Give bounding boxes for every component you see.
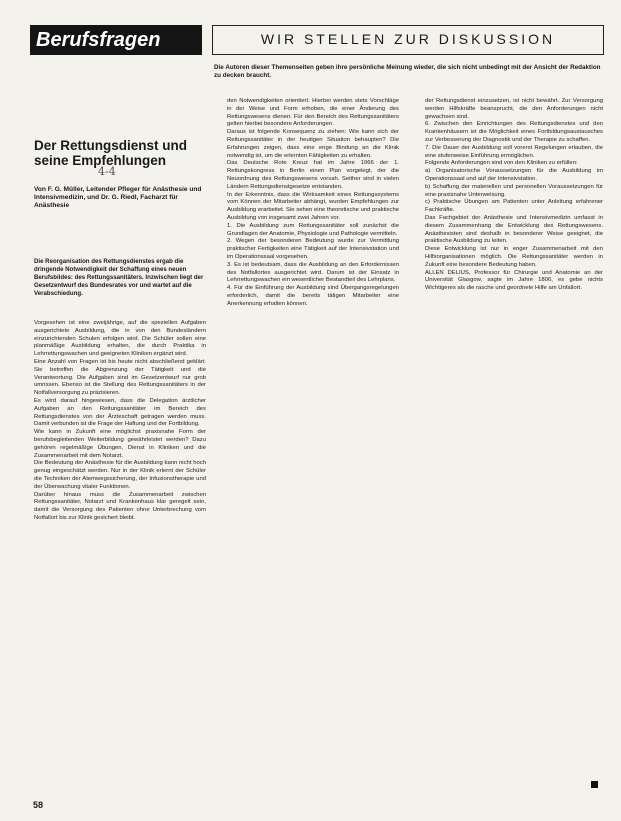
paragraph: 7. Die Dauer der Ausbildung soll vorerst Regelungen erlauben, die eine stufenweise Einführung ermöglichen.	[425, 144, 603, 159]
paragraph: Eine Anzahl von Fragen ist bis heute nicht abschließend geklärt. Sie betreffen die Abgrenzung der Tätigkeit und die Verantwortung. Die Aufgaben sind im Gesetzentwurf nur grob umrissen. Ebenso ist die Stellung des Rettungssanitäters in der Notfallversorgung zu präzisieren.	[34, 358, 206, 397]
topic-header: WIR STELLEN ZUR DISKUSSION	[212, 25, 604, 55]
article-title: Der Rettungsdienst und seine Empfehlungen	[34, 138, 188, 168]
body-column-2	[227, 98, 399, 806]
paragraph: Darüber hinaus muss die Zusammenarbeit zwischen Rettungssanitäter, Notarzt und Krankenhaus klar geregelt sein, damit die Versorgung des Patienten ohne Unterbrechung vom Notfallort bis zur Klinik gesichert bleibt.	[34, 491, 206, 521]
paragraph: 1. Die Ausbildung zum Rettungssanitäter soll zunächst die Grundlagen der Anatomie, Physiologie und Pathologie vermitteln.	[227, 222, 399, 237]
paragraph: Vorgesehen ist eine zweijährige, auf die speziellen Aufgaben ausgerichtete Ausbildung, die in von den Bundesländern einzurichtenden Schulen erfolgen wird. Die Schüler sollen eine planmäßige Ausbildung erhalten, die durch Praktika in Lehrrettungswachen und geeigneten Kliniken ergänzt wird.	[34, 320, 206, 358]
paragraph: 3. Es ist bedeutsam, dass die Ausbildung an den Erfordernissen des Notfallortes ausgerichtet wird. Darum ist der Einsatz in Lehrrettungswachen ein wesentlicher Bestandteil des Lehrplans.	[227, 261, 399, 284]
paragraph: Wie kann in Zukunft eine möglichst praxisnahe Form der berufsbegleitenden Weiterbildung gewährleistet werden? Dazu gehören regelmäßige Übungen, Dienst in Kliniken und die Zusammenarbeit mit dem Notarzt.	[34, 429, 206, 459]
paragraph: ALLEN DELIUS, Professor für Chirurgie und Anatomie an der Universität Glasgow, sagte im Jahre 1806, es gebe nichts Wichtigeres als die rasche und geordnete Hilfe am Unfallort.	[425, 269, 603, 292]
paragraph: der Rettungsdienst einzusetzen, ist nicht bewährt. Zur Versorgung werden Hilfskräfte beansprucht, die den Anforderungen nicht gewachsen sind.	[425, 98, 603, 120]
paragraph: Die Bedeutung der Anästhesie für die Ausbildung kann nicht hoch genug eingeschätzt werden. Nur in der Klinik erlernt der Schüler die Techniken der Atemwegssicherung, der Infusionstherapie und der Überwachung vitaler Funktionen.	[34, 460, 206, 490]
paragraph: 6. Zwischen den Einrichtungen des Rettungsdienstes und den Krankenhäusern ist die Möglichkeit eines Fortbildungsaustausches zur Verbesserung der Diagnostik und der Therapie zu schaffen.	[425, 121, 603, 143]
paragraph: Diese Entwicklung ist nur in enger Zusammenarbeit mit den Hilfsorganisationen möglich. Die Rettungssanitäter werden in Zukunft eine besondere Bedeutung haben.	[425, 246, 603, 268]
body-column-1	[34, 320, 206, 806]
article-authors: Von F. G. Müller, Leitender Pfleger für Anästhesie und Intensivmedizin, und Dr. G. Riedl, Facharzt für Anästhesie	[34, 186, 202, 210]
editorial-note: Die Autoren dieser Themenseiten geben ihre persönliche Meinung wieder, die sich nicht unbedingt mit der Ansicht der Redaktion zu decken braucht.	[214, 64, 601, 79]
paragraph: Daraus ist folgende Konsequenz zu ziehen: Wie kann sich der Rettungssanitäter in der heutigen Situation behaupten? Die Erfahrungen zeigen, dass eine enge Bindung an die Klinik notwendig ist, um die erlernten Fähigkeiten zu erhalten.	[227, 129, 399, 159]
body-column-3	[425, 98, 603, 806]
paragraph: In der Erkenntnis, dass die Wirksamkeit eines Rettungssystems vom Können der Mitarbeiter abhängt, wurden Empfehlungen zur Ausbildung erarbeitet. Sie sehen eine theoretische und praktische Ausbildung von insgesamt zwei Jahren vor.	[227, 191, 399, 221]
handwritten-mark: 4-4	[98, 165, 116, 178]
paragraph: den Notwendigkeiten orientiert. Hierbei werden stets Vorschläge in der Weise und Form erhoben, die einer Änderung des Rettungswesens dienen. Für den Bereich des Rettungssanitäters gelten hierbei besondere Anforderungen.	[227, 98, 399, 128]
section-banner: Berufsfragen	[30, 25, 202, 55]
paragraph: 4. Für die Einführung der Ausbildung sind Übergangsregelungen erforderlich, damit die bereits tätigen Mitarbeiter eine Anerkennung erhalten können.	[227, 285, 399, 307]
paragraph: Es wird darauf hingewiesen, dass die Delegation ärztlicher Aufgaben an den Rettungssanitäter im Bereich des Rettungsdienstes von der Ärzteschaft getragen werden muss. Damit verbunden ist die Frage der Haftung und der Fortbildung.	[34, 397, 206, 428]
article-abstract: Die Reorganisation des Rettungsdienstes ergab die dringende Notwendigkeit der Schaffung eines neuen Berufsbildes: des Rettungssanitäters. Inzwischen liegt der Gesetzentwurf des Bundesrates vor und wartet auf die Verabschiedung.	[34, 258, 204, 297]
end-of-article-mark	[591, 781, 598, 788]
paragraph: c) Praktische Übungen am Patienten unter Anleitung erfahrener Fachkräfte.	[425, 199, 603, 214]
paragraph: a) Organisatorische Voraussetzungen für die Ausbildung im Operationssaal und auf der Intensivstation.	[425, 168, 603, 182]
paragraph: b) Schaffung der materiellen und personellen Voraussetzungen für eine praxisnahe Unterweisung.	[425, 183, 603, 198]
paragraph: 2. Wegen der besonderen Bedeutung wurde zur Vermittlung praktischer Fertigkeiten eine Tätigkeit auf der Intensivstation und im Operationssaal vorgesehen.	[227, 238, 399, 260]
page-number: 58	[33, 800, 44, 810]
paragraph: Das Deutsche Rote Kreuz hat im Jahre 1966 der 1. Rettungskongress in Berlin einen Plan vorgelegt, der die Neuordnung des Rettungswesens vorsah. Seither sind in vielen Ländern Rettungsdienstgesetze entstanden.	[227, 160, 399, 190]
paragraph: Das Fachgebiet der Anästhesie und Intensivmedizin umfasst in diesem Zusammenhang die Entwicklung des Rettungswesens. Anästhesisten sind deshalb in besonderer Weise geeignet, die praktische Ausbildung zu leiten.	[425, 214, 603, 245]
paragraph: Folgende Anforderungen sind von den Kliniken zu erfüllen:	[425, 160, 578, 167]
